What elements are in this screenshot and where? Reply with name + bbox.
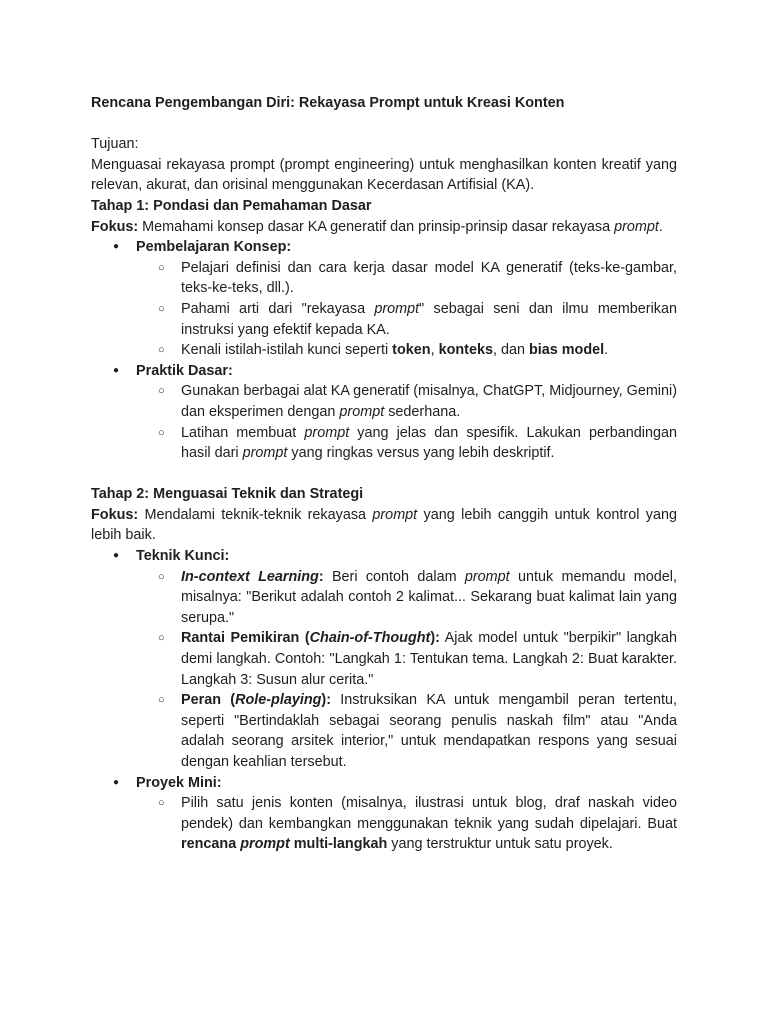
item-bold-italic: Chain-of-Thought bbox=[309, 630, 431, 647]
list-item bbox=[136, 773, 677, 855]
item-text: " sebagai seni dan ilmu memberikan instruksi yang efektif kepada KA. bbox=[181, 300, 677, 338]
item-text: Gunakan berbagai alat KA generatif (misalnya, ChatGPT, Midjourney, Gemini) dan eksperimen dengan bbox=[181, 383, 677, 420]
item-text: Beri contoh dalam bbox=[323, 568, 465, 585]
item-text: yang ringkas versus yang lebih deskriptif. bbox=[287, 445, 555, 462]
stage1-heading: Tahap 1: Pondasi dan Pemahaman Dasar bbox=[91, 197, 372, 214]
item-text: untuk memandu model, misalnya: "Berikut adalah contoh 2 kalimat... Sekarang buat kalimat lain yang serupa." bbox=[181, 568, 677, 626]
sublist bbox=[136, 567, 677, 773]
item-text: Pelajari definisi dan cara kerja dasar model KA generatif (teks-ke-gambar, teks-ke-teks, dll.). bbox=[181, 259, 677, 297]
list-item bbox=[181, 690, 677, 772]
item-text: . bbox=[604, 342, 609, 359]
item-text: yang jelas dan spesifik. Lakukan perbandingan hasil dari bbox=[181, 424, 678, 462]
list-item bbox=[136, 237, 677, 361]
stage1-group-practice-label: ● Praktik Dasar: bbox=[136, 361, 677, 382]
item-text: Pilih satu jenis konten (misalnya, ilustrasi untuk blog, draf naskah video pendek) dan kembangkan menggunakan teknik yang sudah dipelajari. Buat bbox=[181, 795, 677, 832]
item-text: Pahami arti dari "rekayasa bbox=[181, 300, 375, 317]
list-item bbox=[181, 299, 677, 340]
stage1-list bbox=[91, 237, 677, 464]
document-title: Rencana Pengembangan Diri: Rekayasa Prompt untuk Kreasi Konten bbox=[91, 95, 565, 111]
stage2-focus-end: yang lebih canggih untuk kontrol yang lebih baik. bbox=[91, 506, 677, 544]
sublist bbox=[136, 793, 677, 855]
item-bold-text: : bbox=[318, 568, 324, 585]
item-text: Latihan membuat bbox=[181, 424, 305, 441]
item-bold-text: ): bbox=[430, 630, 440, 647]
item-bold-text: ): bbox=[321, 692, 332, 709]
item-bold-italic: In-context Learning bbox=[181, 568, 319, 585]
stage1-focus-text: Memahami konsep dasar KA generatif dan prinsip-prinsip dasar rekayasa bbox=[142, 218, 611, 235]
list-item bbox=[181, 423, 677, 464]
stage1-group-concepts-label: ● Pembelajaran Konsep: bbox=[136, 237, 677, 258]
item-bold: token bbox=[392, 342, 431, 359]
sublist bbox=[136, 258, 677, 361]
item-bold: bias model bbox=[528, 342, 605, 359]
list-item bbox=[181, 628, 677, 690]
item-bold-italic: Role-playing bbox=[235, 692, 322, 709]
list-item bbox=[181, 381, 677, 422]
goal-label: Tujuan: bbox=[91, 136, 139, 153]
item-text: , bbox=[430, 342, 439, 359]
item-italic: prompt bbox=[242, 445, 288, 462]
stage1-focus-end: . bbox=[658, 218, 663, 235]
item-bold-italic: prompt bbox=[240, 836, 290, 853]
spacer bbox=[91, 114, 677, 135]
item-text: Kenali istilah-istilah kunci seperti bbox=[181, 342, 393, 359]
stage1-focus-label: Fokus: bbox=[91, 218, 139, 235]
item-bold: konteks bbox=[438, 342, 493, 359]
stage2-focus-label: Fokus: bbox=[91, 506, 139, 523]
stage2-focus bbox=[91, 505, 677, 546]
sublist bbox=[136, 381, 677, 463]
item-bold-text: Rantai Pemikiran ( bbox=[181, 630, 310, 647]
item-bold-text: Peran ( bbox=[181, 692, 236, 709]
stage2-heading: Tahap 2: Menguasai Teknik dan Strategi bbox=[91, 486, 364, 503]
stage2-list bbox=[91, 546, 677, 855]
list-item bbox=[181, 567, 677, 629]
document-body bbox=[91, 93, 677, 855]
goal-text: Menguasai rekayasa prompt (prompt engineering) untuk menghasilkan konten kreatif yang relevan, akurat, dan orisinal menggunakan Kecerdasan Artifisial (KA). bbox=[91, 156, 677, 194]
item-text: sederhana. bbox=[384, 403, 461, 420]
item-text: yang terstruktur untuk satu proyek. bbox=[387, 836, 613, 853]
item-bold-text: multi-langkah bbox=[289, 836, 388, 853]
item-bold bbox=[181, 836, 387, 852]
item-bold bbox=[181, 630, 440, 646]
list-item bbox=[181, 793, 677, 855]
item-bold bbox=[181, 569, 324, 585]
stage2-group-project-label: ● Proyek Mini: bbox=[136, 773, 677, 794]
spacer bbox=[91, 464, 677, 485]
item-bold bbox=[181, 692, 331, 708]
list-item bbox=[181, 258, 677, 299]
item-italic: prompt bbox=[339, 403, 385, 420]
stage1-focus bbox=[91, 217, 677, 238]
list-item bbox=[136, 361, 677, 464]
item-text: Instruksikan KA untuk mengambil peran tertentu, seperti "Bertindaklah sebagai seorang penulis naskah film" atau "Anda adalah seorang arsitek interior," untuk mendapatkan respons yang sesuai dengan keahlian tersebut. bbox=[181, 692, 677, 770]
list-item bbox=[136, 546, 677, 773]
stage2-group-techniques-label: ● Teknik Kunci: bbox=[136, 546, 677, 567]
stage2-focus-text: Mendalami teknik-teknik rekayasa bbox=[144, 506, 373, 523]
item-italic: prompt bbox=[374, 300, 420, 317]
item-italic: prompt bbox=[304, 424, 350, 441]
item-italic: prompt bbox=[464, 568, 510, 585]
item-text: , dan bbox=[492, 342, 529, 359]
list-item bbox=[181, 340, 677, 361]
stage1-focus-italic: prompt bbox=[614, 218, 659, 235]
item-text: Ajak model untuk "berpikir" langkah demi langkah. Contoh: "Langkah 1: Tentukan tema. Langkah 2: Buat karakter. Langkah 3: Susun alur cerita." bbox=[181, 630, 677, 688]
stage2-focus-italic: prompt bbox=[372, 506, 418, 523]
item-bold-text: rencana bbox=[181, 836, 241, 853]
